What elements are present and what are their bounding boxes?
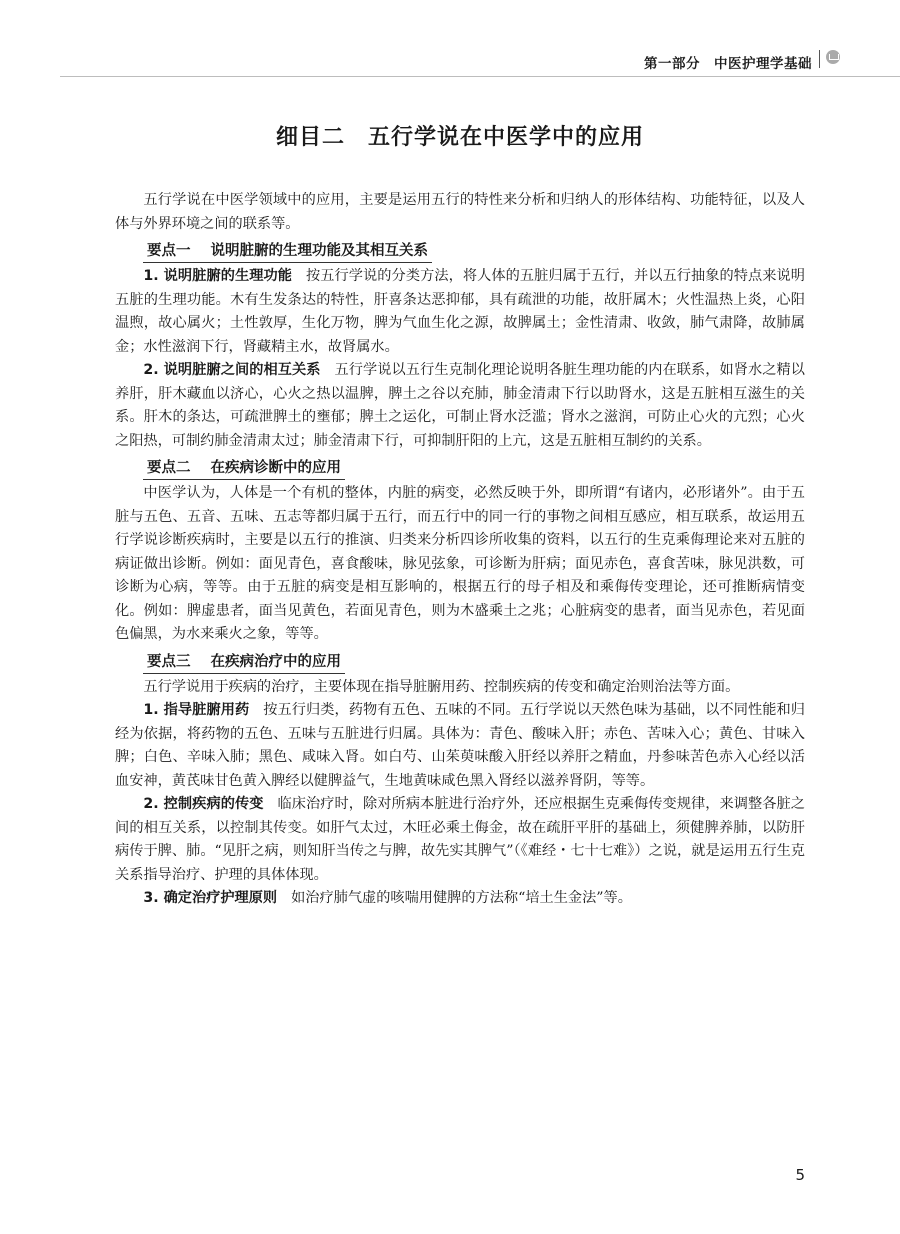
section-label: 要点二 [147, 460, 191, 476]
section-heading-1 [143, 240, 432, 263]
item-title: 2. 控制疾病的传变 [143, 796, 264, 812]
section-paragraph: 五行学说用于疾病的治疗，主要体现在指导脏腑用药、控制疾病的传变和确定治则治法等方面。 [143, 678, 740, 695]
intro-paragraph: 五行学说在中医学领域中的应用，主要是运用五行的特性来分析和归纳人的形体结构、功能特征，以及人体与外界环境之间的联系等。 [115, 192, 805, 232]
section-title: 在疾病治疗中的应用 [210, 653, 341, 670]
item-text: 按五行归类，药物有五色、五味的不同。五行学说以天然色味为基础，以不同性能和归经为依据，将药物的五色、五味与五脏进行归属。具体为：青色、酸味入肝；赤色、苦味入心；黄色、甘味入脾；白色、辛味入肺；黑色、咸味入肾。如白芍、山茱萸味酸入肝经以养肝之精血，丹参味苦色赤入心经以活血安神，黄芪味甘色黄入脾经以健脾益气，生地黄味咸色黑入肾经以滋养肾阴，等等。 [115, 702, 805, 789]
header-book-title: 中医护理学基础 [714, 56, 812, 72]
item-title: 3. 确定治疗护理原则 [143, 890, 278, 906]
item-text: 按五行学说的分类方法，将人体的五脏归属于五行，并以五行抽象的特点来说明五脏的生理功能。木有生发条达的特性，肝喜条达恶抑郁，具有疏泄的功能，故肝属木；火性温热上炎，心阳温煦，故心属火；土性敦厚，生化万物，脾为气血生化之源，故脾属土；金性清肃、收敛，肺气肃降，故肺属金；水性滋润下行，肾藏精主水，故肾属水。 [115, 268, 805, 355]
section-title: 说明脏腑的生理功能及其相互关系 [210, 243, 428, 259]
section-label: 要点三 [147, 653, 191, 670]
page-number: 5 [795, 1166, 805, 1184]
item-paragraph [115, 359, 805, 453]
header-part: 第一部分 [644, 56, 700, 72]
item-title: 1. 指导脏腑用药 [143, 702, 250, 718]
header-text [644, 52, 812, 72]
section-heading-3 [143, 651, 345, 674]
section-label: 要点一 [147, 243, 191, 259]
header-divider [819, 50, 820, 68]
book-icon [826, 50, 840, 64]
page-content [115, 120, 805, 911]
item-text: 五行学说以五行生克制化理论说明各脏生理功能的内在联系，如肾水之精以养肝，肝木藏血以济心，心火之热以温脾，脾土之谷以充肺，肺金清肃下行以助肾水，这是五脏相互滋生的关系。肝木的条达，可疏泄脾土的壅郁；脾土之运化，可制止肾水泛滥；肾水之滋润，可防止心火的亢烈；心火之阳热，可制约肺金清肃太过；肺金清肃下行，可抑制肝阳的上亢，这是五脏相互制约的关系。 [115, 362, 805, 449]
item-paragraph [115, 887, 805, 911]
item-paragraph [115, 699, 805, 793]
chapter-title: 细目二 五行学说在中医学中的应用 [275, 125, 644, 150]
running-header [0, 0, 900, 80]
item-text: 如治疗肺气虚的咳喘用健脾的方法称“培土生金法”等。 [291, 890, 632, 906]
item-paragraph [115, 793, 805, 887]
item-paragraph [115, 265, 805, 359]
item-text: 临床治疗时，除对所病本脏进行治疗外，还应根据生克乘侮传变规律，来调整各脏之间的相互关系，以控制其传变。如肝气太过，木旺必乘土侮金，故在疏肝平肝的基础上，须健脾养肺，以防肝病传于脾、肺。“见肝之病，则知肝当传之与脾，故先实其脾气”（《难经・七十七难》）之说，就是运用五行生克关系指导治疗、护理的具体体现。 [115, 796, 805, 883]
section-title: 在疾病诊断中的应用 [210, 460, 341, 476]
header-rule [60, 76, 900, 77]
item-title: 1. 说明脏腑的生理功能 [143, 268, 292, 284]
item-title: 2. 说明脏腑之间的相互关系 [143, 362, 321, 378]
section-heading-2 [143, 457, 345, 480]
section-paragraph: 中医学认为，人体是一个有机的整体，内脏的病变，必然反映于外，即所谓“有诸内，必形诸外”。由于五脏与五色、五音、五味、五志等都归属于五行，而五行中的同一行的事物之间相互感应，相互联系，故运用五行学说诊断疾病时，主要是以五行的推演、归类来分析四诊所收集的资料，以五行的生克乘侮理论来对五脏的病证做出诊断。例如：面见青色，喜食酸味，脉见弦象，可诊断为肝病；面见赤色，喜食苦味，脉见洪数，可诊断为心病，等等。由于五脏的病变是相互影响的，根据五行的母子相及和乘侮传变理论，还可推断病情变化。例如：脾虚患者，面当见黄色，若面见青色，则为木盛乘土之兆；心脏病变的患者，面当见赤色，若见面色偏黑，为水来乘火之象，等等。 [115, 485, 805, 642]
